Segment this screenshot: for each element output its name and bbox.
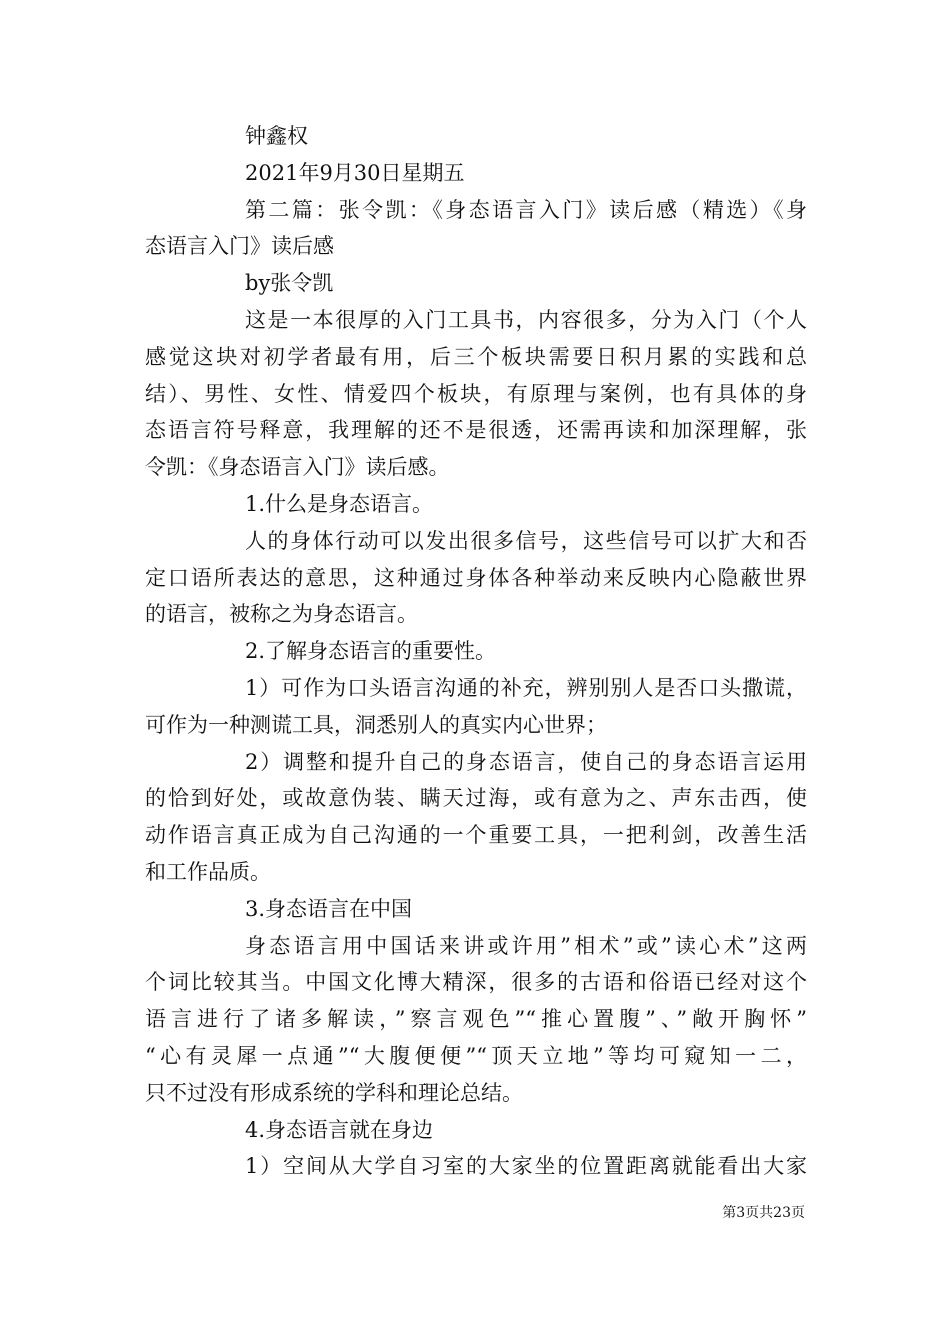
text-line: 定口语所表达的意思，这种通过身体各种举动来反映内心隐蔽世界	[145, 565, 807, 590]
text-line: 钟鑫权	[245, 124, 308, 148]
text-line: 1）可作为口头语言沟通的补充，辨别别人是否口头撒谎，	[245, 675, 807, 700]
text-line: 2.了解身态语言的重要性。	[245, 639, 497, 664]
text-line: 的恰到好处，或故意伪装、瞒天过海，或有意为之、声东击西，使	[145, 786, 807, 811]
text-line: 1.什么是身态语言。	[245, 491, 434, 516]
page-number-footer: 第3页共23页	[722, 1205, 805, 1221]
text-line: 1）空间从大学自习室的大家坐的位置距离就能看出大家	[245, 1154, 807, 1179]
text-line: 感觉这块对初学者最有用，后三个板块需要日积月累的实践和总	[145, 344, 807, 369]
text-line: 结）、男性、女性、情爱四个板块，有原理与案例，也有具体的身	[145, 381, 807, 406]
text-line: “心有灵犀一点通”“大腹便便”“顶天立地”等均可窥知一二，	[145, 1043, 807, 1068]
text-line: by张令凯	[245, 271, 334, 296]
text-line: 动作语言真正成为自己沟通的一个重要工具，一把利剑，改善生活	[145, 823, 807, 848]
document-body	[145, 118, 807, 1185]
text-line: 语言进行了诸多解读，”察言观色”“推心置腹”、”敞开胸怀”	[145, 1007, 807, 1032]
text-line: 的语言，被称之为身态语言。	[145, 602, 418, 627]
text-line: 第二篇：张令凯：《身态语言入门》读后感（精选）《身	[245, 197, 807, 222]
text-line: 个词比较其当。中国文化博大精深，很多的古语和俗语已经对这个	[145, 970, 807, 995]
text-line: 令凯：《身态语言入门》读后感。	[145, 455, 450, 480]
text-line: 只不过没有形成系统的学科和理论总结。	[145, 1080, 523, 1105]
text-line: 3.身态语言在中国	[245, 896, 413, 921]
text-line: 2021年9月30日星期五	[245, 160, 465, 185]
text-line: 态语言入门》读后感	[145, 234, 334, 259]
text-line: 态语言符号释意，我理解的还不是很透，还需再读和加深理解，张	[145, 418, 807, 443]
text-line: 这是一本很厚的入门工具书，内容很多，分为入门（个人	[245, 307, 807, 332]
text-line: 可作为一种测谎工具，洞悉别人的真实内心世界；	[145, 712, 607, 737]
text-line: 2）调整和提升自己的身态语言，使自己的身态语言运用	[245, 749, 807, 774]
text-line: 4.身态语言就在身边	[245, 1117, 434, 1142]
text-line: 和工作品质。	[145, 859, 271, 884]
text-line: 人的身体行动可以发出很多信号，这些信号可以扩大和否	[245, 528, 807, 553]
text-line: 身态语言用中国话来讲或许用”相术”或”读心术”这两	[245, 933, 807, 958]
